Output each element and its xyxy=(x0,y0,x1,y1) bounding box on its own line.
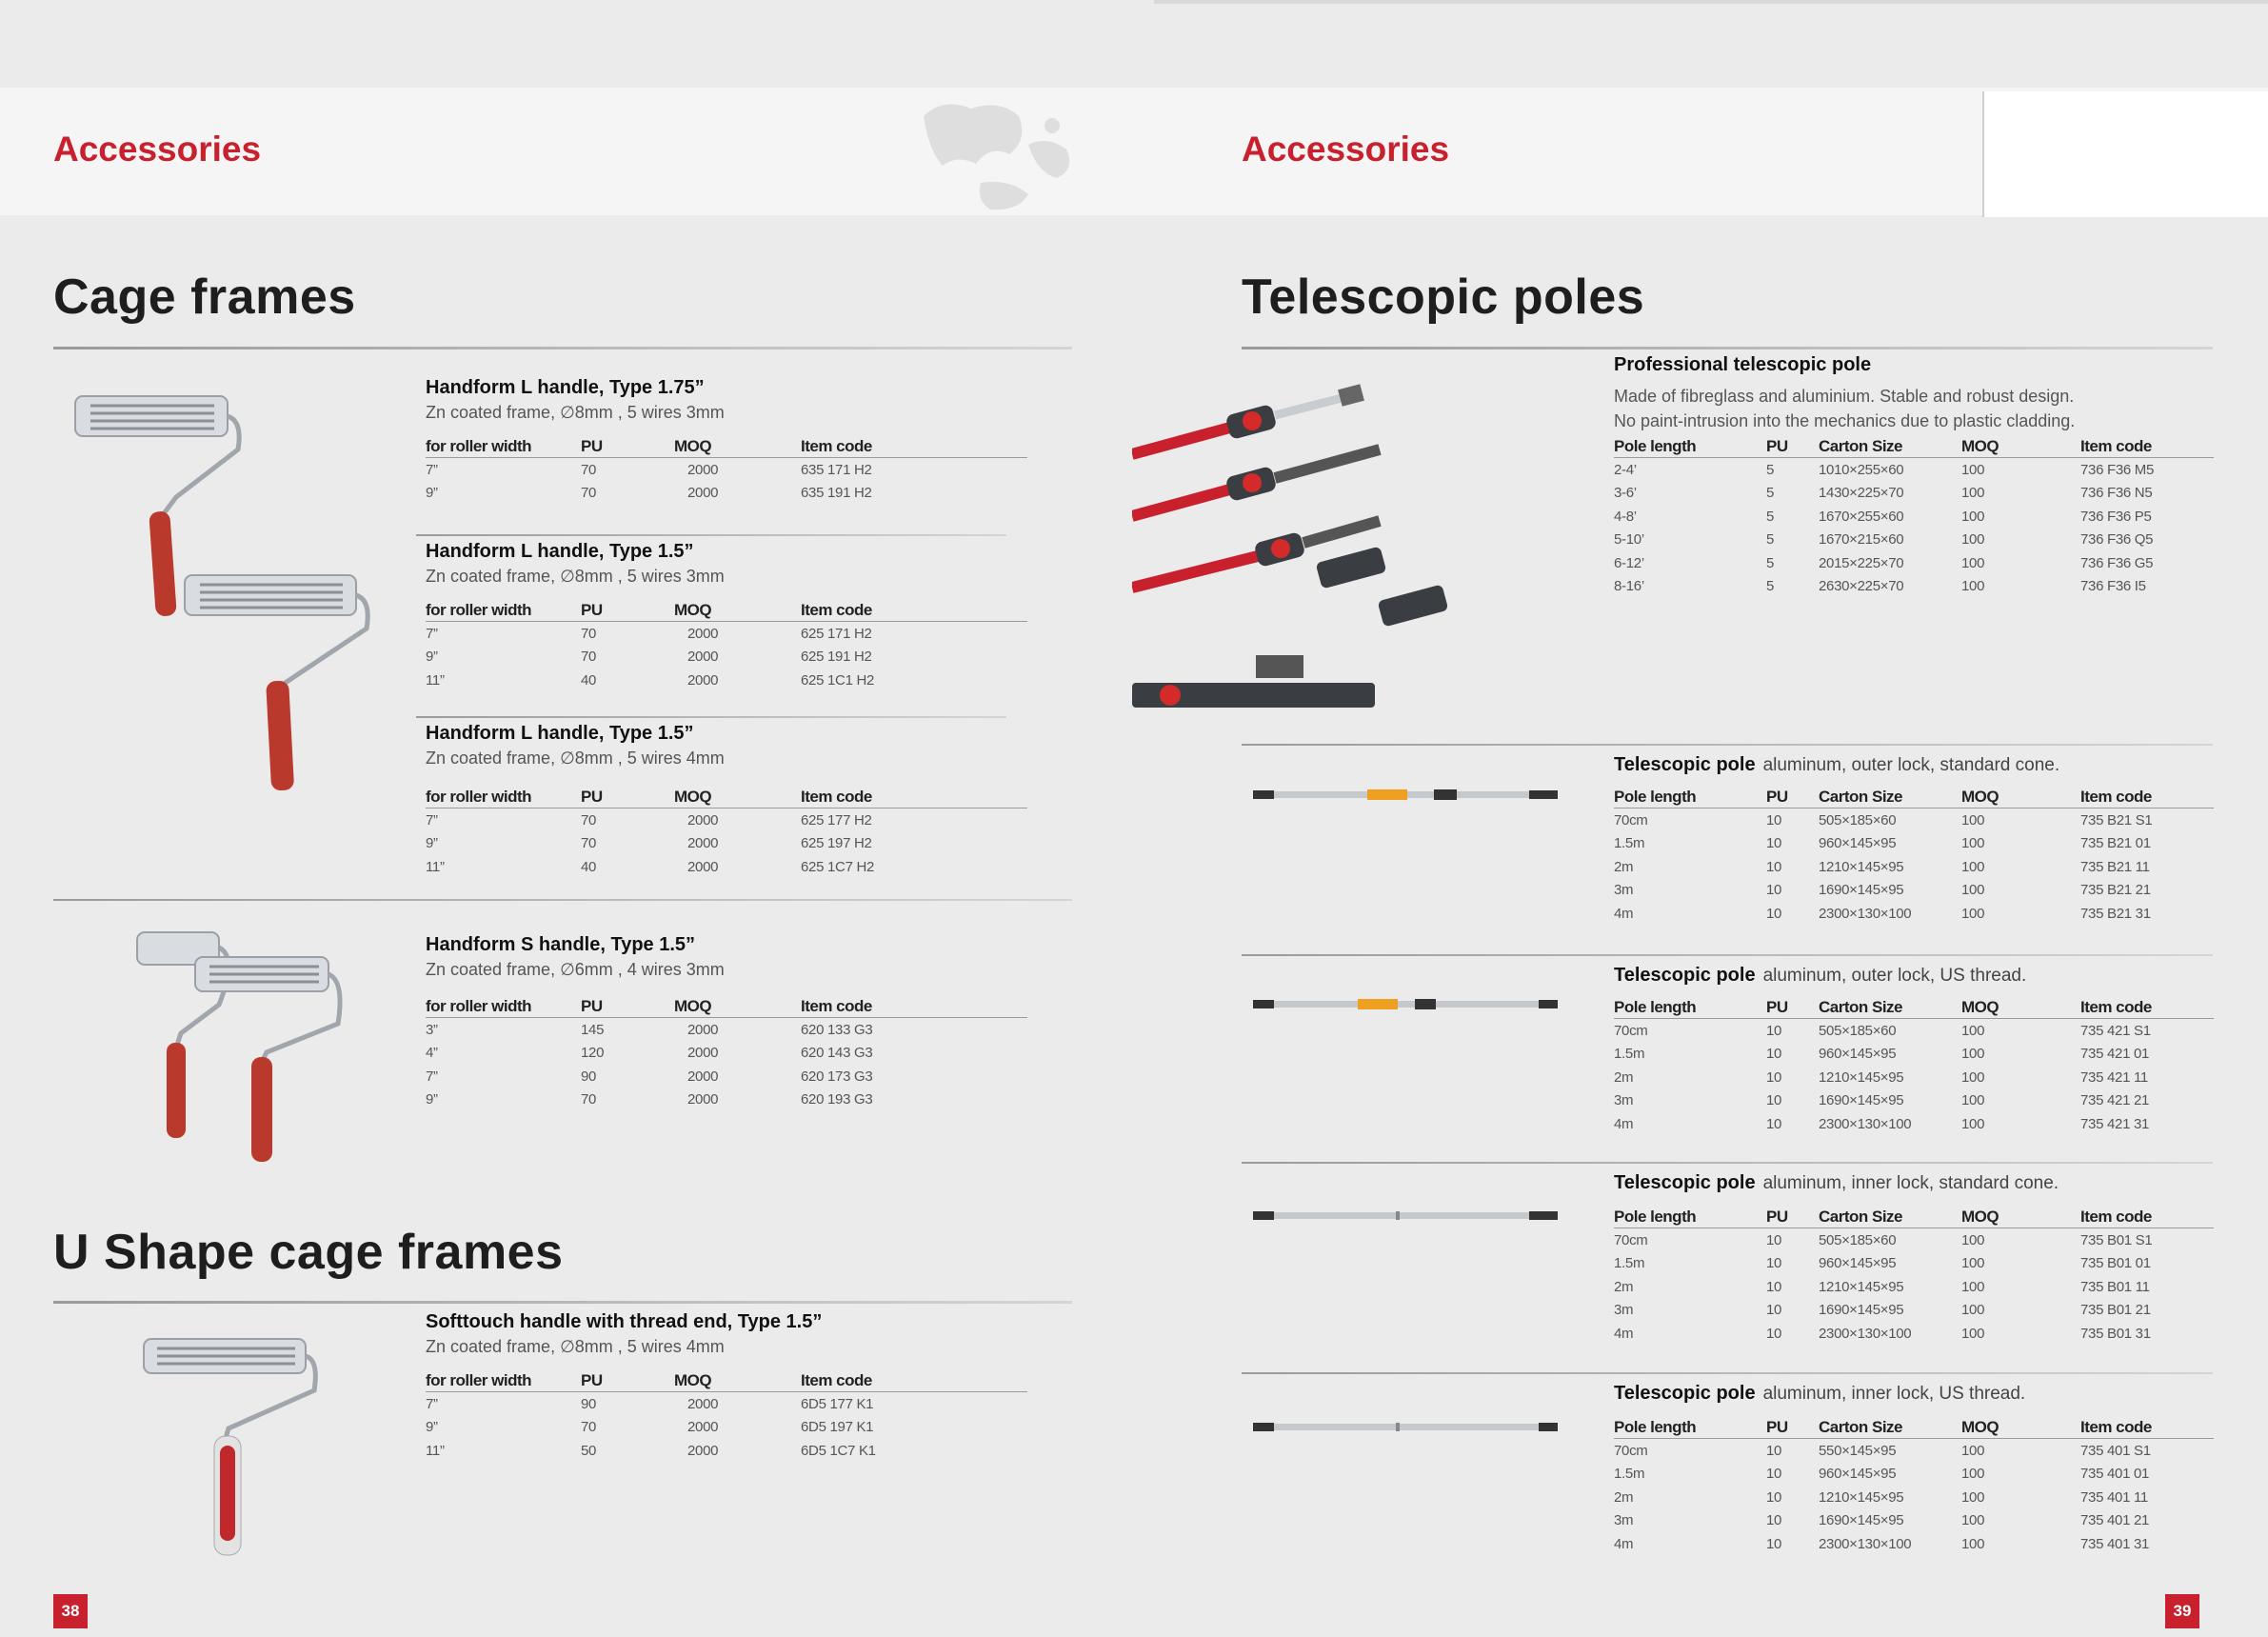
table-row: 9” 70 2000 620 193 G3 xyxy=(426,1091,873,1108)
product-title: Handform S handle, Type 1.5” xyxy=(426,934,696,955)
col-header: Pole length xyxy=(1614,997,1766,1019)
table-row: 4m 10 2300×130×100 100 735 421 31 xyxy=(1614,1115,2150,1132)
col-header: PU xyxy=(581,600,674,622)
telescopic-pole-image xyxy=(1253,1421,1558,1434)
table-row: 5-10’ 5 1670×215×60 100 736 F36 Q5 xyxy=(1614,531,2154,549)
telescopic-pole-image xyxy=(1253,789,1558,802)
table-row: 9” 70 2000 635 191 H2 xyxy=(426,485,872,502)
table-row: 11” 40 2000 625 1C7 H2 xyxy=(426,858,875,875)
col-header: Carton Size xyxy=(1819,436,1961,458)
table-row: 3m 10 1690×145×95 100 735 401 21 xyxy=(1614,1512,2150,1529)
table-row: 2m 10 1210×145×95 100 735 421 11 xyxy=(1614,1068,2148,1086)
table-row: 7” 90 2000 6D5 177 K1 xyxy=(426,1395,874,1412)
col-header: MOQ xyxy=(674,600,801,622)
col-header: for roller width xyxy=(426,436,581,458)
product-desc: No paint-intrusion into the mechanics due to plastic cladding. xyxy=(1614,411,2076,430)
table-row: 7” 90 2000 620 173 G3 xyxy=(426,1068,873,1085)
table-row: 7” 70 2000 625 177 H2 xyxy=(426,811,872,828)
col-header: Carton Size xyxy=(1819,1207,1961,1228)
table-row: 4m 10 2300×130×100 100 735 B21 31 xyxy=(1614,905,2151,922)
col-header: MOQ xyxy=(1961,436,2080,458)
col-header: MOQ xyxy=(1961,1207,2080,1228)
table-row: 70cm 10 505×185×60 100 735 B21 S1 xyxy=(1614,811,2153,828)
product-title: Telescopic pole aluminum, inner lock, standard cone. xyxy=(1614,1172,2059,1193)
product-title: Telescopic pole aluminum, outer lock, standard cone. xyxy=(1614,754,2060,775)
product-title: Handform L handle, Type 1.75” xyxy=(426,377,705,398)
table-row: 70cm 10 505×185×60 100 735 B01 S1 xyxy=(1614,1231,2153,1248)
col-header: Pole length xyxy=(1614,787,1766,809)
spec-table xyxy=(426,436,1027,505)
product-rule xyxy=(416,716,1006,718)
top-border xyxy=(1154,0,2268,4)
col-header: Item code xyxy=(2080,1417,2214,1439)
spec-table xyxy=(1614,997,2214,1136)
product-title: Handform L handle, Type 1.5” xyxy=(426,541,694,562)
table-row: 8-16’ 5 2630×225×70 100 736 F36 I5 xyxy=(1614,578,2146,595)
section-title-telescopic-poles: Telescopic poles xyxy=(1242,270,1645,325)
section-rule xyxy=(53,1301,1072,1304)
col-header: for roller width xyxy=(426,600,581,622)
table-row: 2m 10 1210×145×95 100 735 401 11 xyxy=(1614,1488,2148,1506)
col-header: Item code xyxy=(2080,997,2214,1019)
product-desc: Zn coated frame, ∅8mm , 5 wires 3mm xyxy=(426,403,725,422)
table-row: 70cm 10 505×185×60 100 735 421 S1 xyxy=(1614,1022,2151,1039)
table-row: 7” 70 2000 635 171 H2 xyxy=(426,461,872,478)
section-rule xyxy=(53,347,1072,349)
col-header: Item code xyxy=(2080,787,2214,809)
spec-table xyxy=(426,996,1027,1111)
table-row: 1.5m 10 960×145×95 100 735 B01 01 xyxy=(1614,1255,2151,1272)
col-header: Item code xyxy=(2080,436,2214,458)
table-row: 4m 10 2300×130×100 100 735 B01 31 xyxy=(1614,1325,2151,1342)
col-header: PU xyxy=(1766,997,1819,1019)
table-row: 3-6’ 5 1430×225×70 100 736 F36 N5 xyxy=(1614,485,2153,502)
table-row: 2m 10 1210×145×95 100 735 B21 11 xyxy=(1614,858,2150,875)
product-desc: Zn coated frame, ∅8mm , 5 wires 4mm xyxy=(426,749,725,768)
section-rule xyxy=(1242,954,2213,956)
col-header: Item code xyxy=(2080,1207,2214,1228)
col-header: for roller width xyxy=(426,996,581,1018)
col-header: Pole length xyxy=(1614,436,1766,458)
table-row: 3m 10 1690×145×95 100 735 421 21 xyxy=(1614,1092,2150,1109)
page-number: 39 xyxy=(2165,1594,2199,1628)
col-header: MOQ xyxy=(1961,787,2080,809)
col-header: MOQ xyxy=(674,436,801,458)
col-header: Item code xyxy=(801,436,1027,458)
product-title: Softtouch handle with thread end, Type 1.5” xyxy=(426,1311,823,1332)
section-rule xyxy=(1242,1372,2213,1374)
cage-frame-image xyxy=(181,571,381,800)
spec-table xyxy=(1614,1417,2214,1556)
product-desc: Made of fibreglass and aluminium. Stable and robust design. xyxy=(1614,387,2075,406)
table-row: 70cm 10 550×145×95 100 735 401 S1 xyxy=(1614,1442,2151,1459)
telescopic-pole-image xyxy=(1253,1209,1558,1223)
table-row: 11” 50 2000 6D5 1C7 K1 xyxy=(426,1442,876,1459)
col-header: Item code xyxy=(801,787,1027,809)
spec-table xyxy=(426,787,1027,879)
col-header: MOQ xyxy=(1961,1417,2080,1439)
col-header: PU xyxy=(581,787,674,809)
table-row: 2m 10 1210×145×95 100 735 B01 11 xyxy=(1614,1278,2150,1295)
header-label: Accessories xyxy=(53,130,262,169)
spec-table xyxy=(1614,1207,2214,1346)
col-header: PU xyxy=(581,996,674,1018)
section-rule xyxy=(1242,744,2213,746)
product-desc: Zn coated frame, ∅8mm , 5 wires 3mm xyxy=(426,567,725,586)
col-header: Pole length xyxy=(1614,1417,1766,1439)
col-header: MOQ xyxy=(674,787,801,809)
col-header: Pole length xyxy=(1614,1207,1766,1228)
header-white-box xyxy=(1982,91,2268,217)
table-row: 11” 40 2000 625 1C1 H2 xyxy=(426,671,875,689)
page-number: 38 xyxy=(53,1594,88,1628)
col-header: PU xyxy=(1766,1417,1819,1439)
col-header: PU xyxy=(1766,436,1819,458)
col-header: Item code xyxy=(801,1370,1027,1392)
table-row: 4” 120 2000 620 143 G3 xyxy=(426,1045,873,1062)
col-header: PU xyxy=(1766,787,1819,809)
table-row: 3” 145 2000 620 133 G3 xyxy=(426,1021,873,1038)
section-rule xyxy=(53,899,1072,901)
table-row: 6-12’ 5 2015×225×70 100 736 F36 G5 xyxy=(1614,554,2154,571)
header-label: Accessories xyxy=(1242,130,1450,169)
col-header: Carton Size xyxy=(1819,997,1961,1019)
right-page xyxy=(1123,0,2268,1637)
section-title-cage-frames: Cage frames xyxy=(53,270,356,325)
table-row: 1.5m 10 960×145×95 100 735 401 01 xyxy=(1614,1466,2150,1483)
table-row: 9” 70 2000 625 191 H2 xyxy=(426,649,872,666)
spec-table xyxy=(426,1370,1027,1463)
section-rule xyxy=(1242,1162,2213,1164)
table-row: 3m 10 1690×145×95 100 735 B01 21 xyxy=(1614,1302,2151,1319)
telescopic-pole-image xyxy=(1253,998,1558,1011)
table-row: 7” 70 2000 625 171 H2 xyxy=(426,625,872,642)
col-header: for roller width xyxy=(426,787,581,809)
table-row: 4-8’ 5 1670×255×60 100 736 F36 P5 xyxy=(1614,508,2152,525)
product-title: Telescopic pole aluminum, outer lock, US thread. xyxy=(1614,965,2027,986)
col-header: PU xyxy=(581,1370,674,1392)
table-row: 2-4’ 5 1010×255×60 100 736 F36 M5 xyxy=(1614,461,2155,478)
spec-table xyxy=(426,600,1027,692)
col-header: MOQ xyxy=(674,996,801,1018)
col-header: MOQ xyxy=(1961,997,2080,1019)
world-map-watermark xyxy=(885,88,1104,215)
product-title: Telescopic pole aluminum, inner lock, US thread. xyxy=(1614,1383,2026,1404)
table-row: 4m 10 2300×130×100 100 735 401 31 xyxy=(1614,1535,2150,1552)
section-rule xyxy=(1242,347,2213,349)
product-rule xyxy=(416,534,1006,536)
product-desc: Zn coated frame, ∅8mm , 5 wires 4mm xyxy=(426,1337,725,1356)
col-header: Item code xyxy=(801,600,1027,622)
col-header: Carton Size xyxy=(1819,1417,1961,1439)
section-title-u-shape: U Shape cage frames xyxy=(53,1225,564,1280)
col-header: PU xyxy=(1766,1207,1819,1228)
col-header: MOQ xyxy=(674,1370,801,1392)
col-header: PU xyxy=(581,436,674,458)
s-handle-frame-image xyxy=(133,928,352,1186)
spec-table xyxy=(1614,436,2214,598)
softtouch-frame-image xyxy=(138,1333,328,1567)
product-desc: Zn coated frame, ∅6mm , 4 wires 3mm xyxy=(426,960,725,979)
col-header: for roller width xyxy=(426,1370,581,1392)
table-row: 9” 70 2000 6D5 197 K1 xyxy=(426,1419,874,1436)
table-row: 1.5m 10 960×145×95 100 735 B21 01 xyxy=(1614,835,2151,852)
col-header: Carton Size xyxy=(1819,787,1961,809)
table-row: 3m 10 1690×145×95 100 735 B21 21 xyxy=(1614,882,2151,899)
table-row: 1.5m 10 960×145×95 100 735 421 01 xyxy=(1614,1046,2150,1063)
product-title: Handform L handle, Type 1.5” xyxy=(426,723,694,744)
professional-pole-image xyxy=(1132,373,1532,726)
product-title: Professional telescopic pole xyxy=(1614,354,1872,375)
spec-table xyxy=(1614,787,2214,926)
col-header: Item code xyxy=(801,996,1027,1018)
left-page xyxy=(0,0,1123,1637)
table-row: 9” 70 2000 625 197 H2 xyxy=(426,835,872,852)
